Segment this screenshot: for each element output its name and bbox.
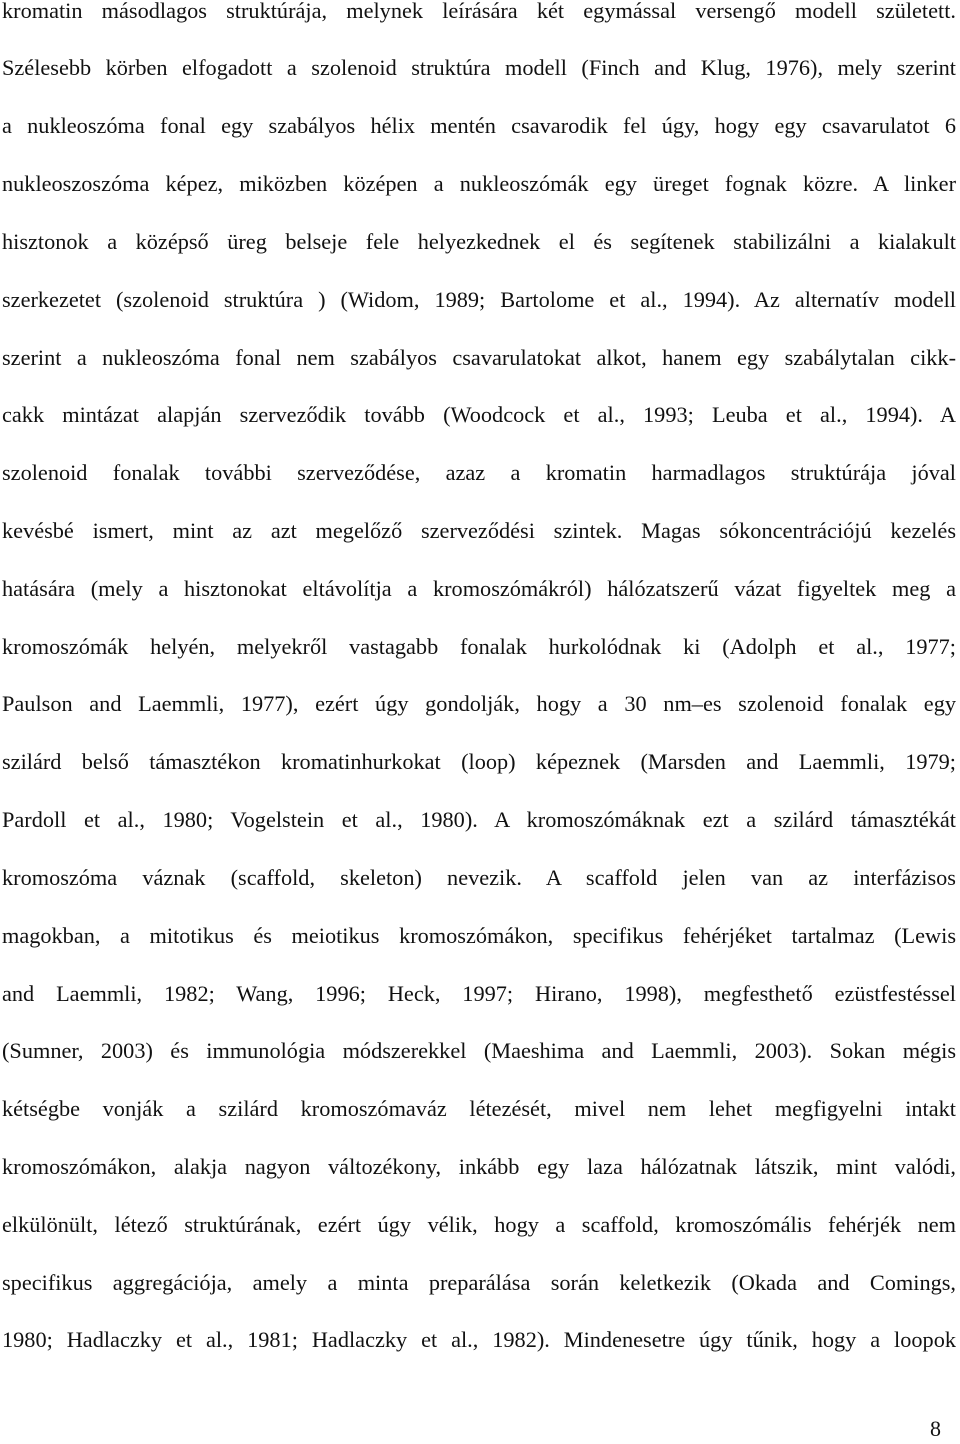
body-text-line: kromoszóma váznak (scaffold, skeleton) nevezik. A scaffold jelen van az interfázisos xyxy=(2,865,956,890)
body-text-line: Szélesebb körben elfogadott a szolenoid struktúra modell (Finch and Klug, 1976), mely szerint xyxy=(2,55,956,80)
body-text-line: 1980; Hadlaczky et al., 1981; Hadlaczky et al., 1982). Mindenesetre úgy tűnik, hogy a loopok xyxy=(2,1327,956,1352)
body-text-line: kétségbe vonják a szilárd kromoszómaváz létezését, mivel nem lehet megfigyelni intakt xyxy=(2,1096,956,1121)
body-text-line: hatására (mely a hisztonokat eltávolítja a kromoszómákról) hálózatszerű vázat figyeltek meg a xyxy=(2,576,956,601)
body-text-line: szerkezetet (szolenoid struktúra ) (Widom, 1989; Bartolome et al., 1994). Az alternatív modell xyxy=(2,287,956,312)
body-text-line: and Laemmli, 1982; Wang, 1996; Heck, 1997; Hirano, 1998), megfesthető ezüstfestéssel xyxy=(2,981,956,1006)
body-text-line: kromatin másodlagos struktúrája, melynek leírására két egymással versengő modell született. xyxy=(2,0,956,23)
body-text-line: kromoszómák helyén, melyekről vastagabb fonalak hurkolódnak ki (Adolph et al., 1977; xyxy=(2,634,956,659)
body-text-line: elkülönült, létező struktúrának, ezért úgy vélik, hogy a scaffold, kromoszómális fehérjék nem xyxy=(2,1212,956,1237)
body-text-line: cakk mintázat alapján szerveződik tovább (Woodcock et al., 1993; Leuba et al., 1994). A xyxy=(2,402,956,427)
body-text-line: szilárd belső támasztékon kromatinhurkokat (loop) képeznek (Marsden and Laemmli, 1979; xyxy=(2,749,956,774)
body-text-line: a nukleoszóma fonal egy szabályos hélix mentén csavarodik fel úgy, hogy egy csavarulatot 6 xyxy=(2,113,956,138)
body-text-line: szerint a nukleoszóma fonal nem szabályos csavarulatokat alkot, hanem egy szabálytalan cikk- xyxy=(2,345,956,370)
body-text-line: hisztonok a középső üreg belseje fele helyezkednek el és segítenek stabilizálni a kialakult xyxy=(2,229,956,254)
body-text-line: szolenoid fonalak további szerveződése, azaz a kromatin harmadlagos struktúrája jóval xyxy=(2,460,956,485)
body-text-line: Pardoll et al., 1980; Vogelstein et al., 1980). A kromoszómáknak ezt a szilárd támasztékát xyxy=(2,807,956,832)
body-text-line: Paulson and Laemmli, 1977), ezért úgy gondolják, hogy a 30 nm–es szolenoid fonalak egy xyxy=(2,691,956,716)
body-text-line: kevésbé ismert, mint az azt megelőző szerveződési szintek. Magas sókoncentrációjú kezelés xyxy=(2,518,956,543)
body-text-line: specifikus aggregációja, amely a minta preparálása során keletkezik (Okada and Comings, xyxy=(2,1270,956,1295)
page-number: 8 xyxy=(930,1416,941,1441)
body-text-line: kromoszómákon, alakja nagyon változékony, inkább egy laza hálózatnak látszik, mint valódi, xyxy=(2,1154,956,1179)
body-text-line: (Sumner, 2003) és immunológia módszerekkel (Maeshima and Laemmli, 2003). Sokan mégis xyxy=(2,1038,956,1063)
body-text-line: nukleoszoszóma képez, miközben középen a nukleoszómák egy üreget fognak közre. A linker xyxy=(2,171,956,196)
body-text-line: magokban, a mitotikus és meiotikus kromoszómákon, specifikus fehérjéket tartalmaz (Lewis xyxy=(2,923,956,948)
